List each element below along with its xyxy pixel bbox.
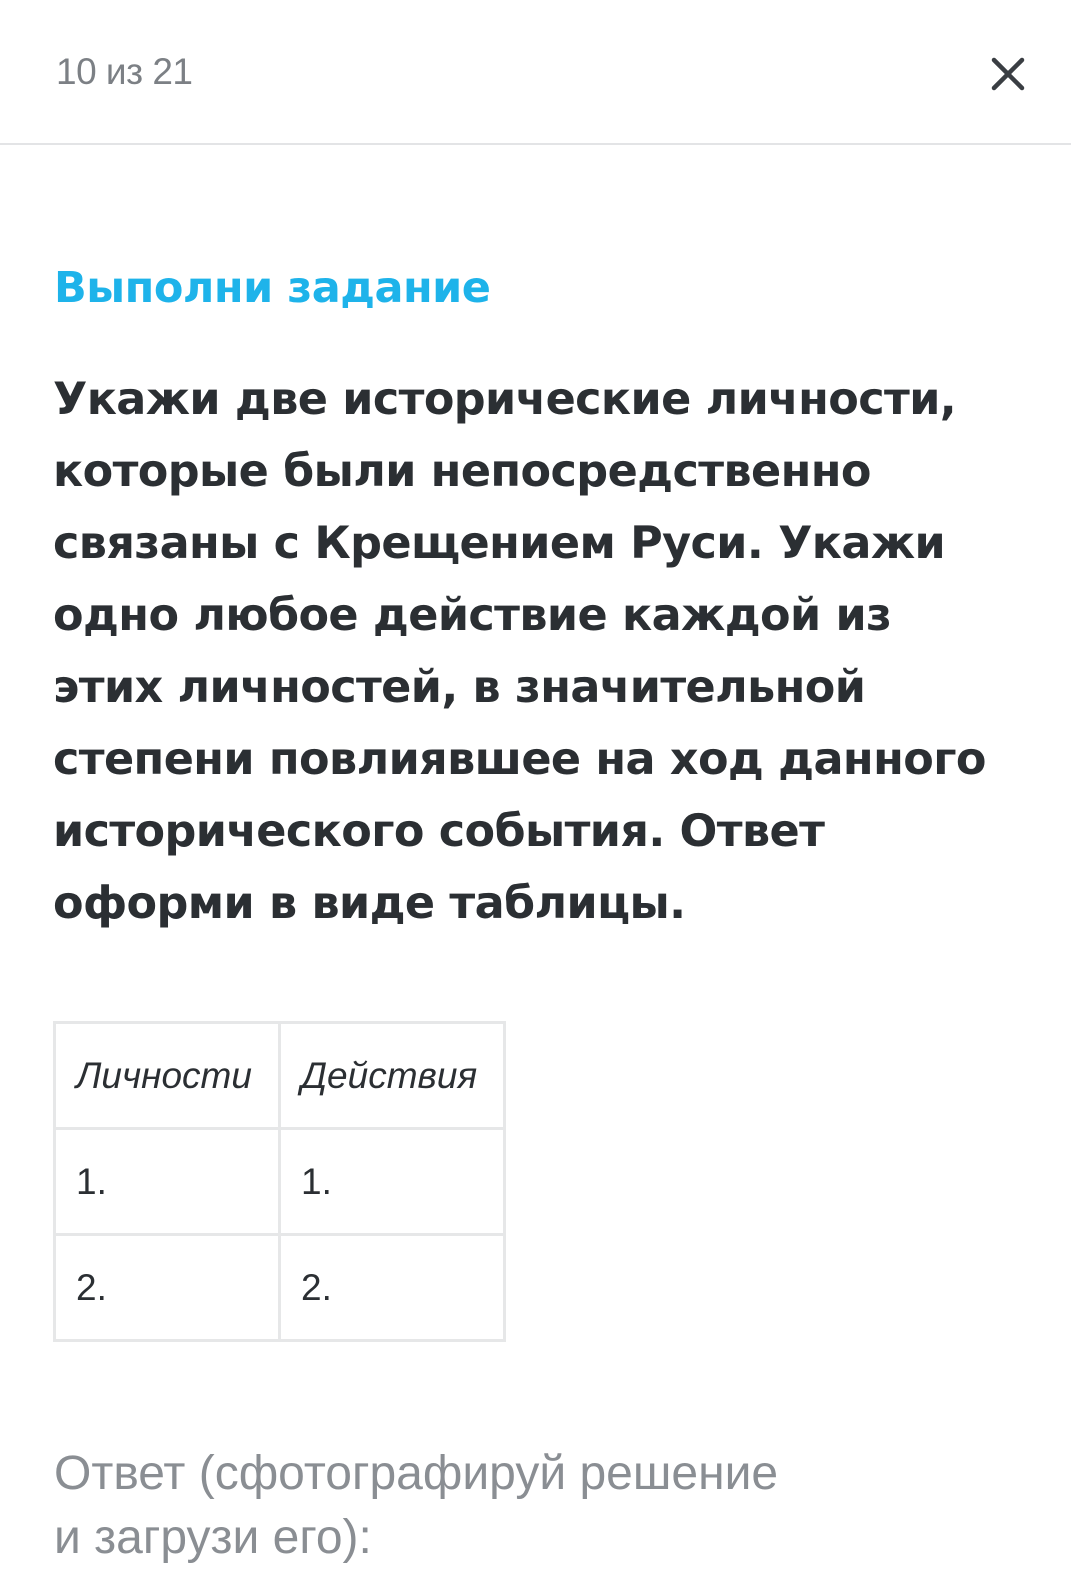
question-line: исторического события. Ответ xyxy=(53,806,825,857)
question-line: степени повлиявшее на ход данного xyxy=(53,734,986,785)
question-line: которые были непосредственно xyxy=(53,446,871,497)
table-row xyxy=(55,1235,505,1341)
question-text xyxy=(53,364,1043,940)
answer-prompt-line: Ответ (сфотографируй решение xyxy=(54,1447,779,1500)
question-line: этих личностей, в значительной xyxy=(53,662,866,713)
question-line: оформи в виде таблицы. xyxy=(53,878,686,929)
question-counter: 10 из 21 xyxy=(56,51,193,92)
table-row xyxy=(55,1129,505,1235)
question-line: Укажи две исторические личности, xyxy=(53,374,957,425)
task-heading: Выполни задание xyxy=(54,263,491,313)
column-header-actions: Действия xyxy=(280,1023,505,1129)
close-icon xyxy=(986,52,1030,96)
question-line: одно любое действие каждой из xyxy=(53,590,892,641)
answer-prompt-line: и загрузи его): xyxy=(54,1511,372,1564)
table-cell: 2. xyxy=(280,1235,505,1341)
table-cell: 2. xyxy=(55,1235,280,1341)
answer-prompt xyxy=(54,1442,1054,1570)
close-button[interactable] xyxy=(986,52,1030,96)
question-line: связаны с Крещением Руси. Укажи xyxy=(53,518,946,569)
top-bar xyxy=(0,0,1071,145)
table-cell: 1. xyxy=(280,1129,505,1235)
table-cell: 1. xyxy=(55,1129,280,1235)
column-header-persons: Личности xyxy=(55,1023,280,1129)
answer-table xyxy=(53,1021,506,1342)
table-header-row xyxy=(55,1023,505,1129)
